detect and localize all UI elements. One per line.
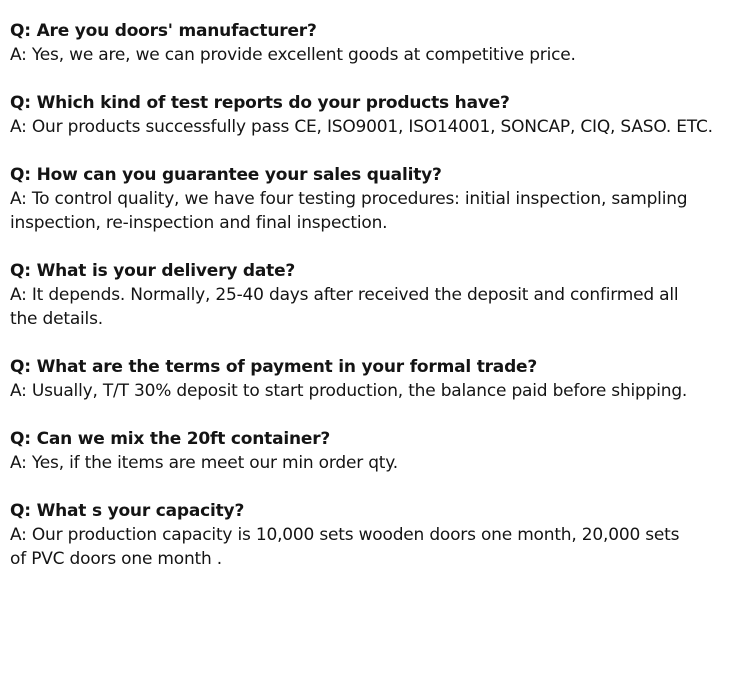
faq-answer — [10, 283, 748, 331]
faq-item-capacity — [10, 499, 748, 571]
faq-answer — [10, 43, 748, 67]
faq-item-payment — [10, 355, 748, 403]
faq-list — [10, 19, 748, 595]
faq-answer — [10, 523, 748, 571]
faq-answer — [10, 379, 748, 403]
faq-answer — [10, 187, 748, 235]
faq-question: Q: Which kind of test reports do your products have? — [10, 93, 510, 113]
faq-answer — [10, 115, 748, 139]
faq-question: Q: What s your capacity? — [10, 501, 245, 521]
faq-question: Q: Are you doors' manufacturer? — [10, 21, 317, 41]
faq-answer-line: of PVC doors one month . — [10, 549, 223, 569]
faq-answer-line: A: It depends. Normally, 25-40 days after received the deposit and confirmed all — [10, 285, 679, 305]
faq-answer-line: A: Our production capacity is 10,000 sets wooden doors one month, 20,000 sets — [10, 525, 680, 545]
faq-item-test-reports — [10, 91, 748, 139]
faq-answer-line: inspection, re-inspection and final inspection. — [10, 213, 388, 233]
faq-item-container — [10, 427, 748, 475]
faq-answer-line: A: Usually, T/T 30% deposit to start production, the balance paid before shipping. — [10, 381, 688, 401]
faq-question: Q: What are the terms of payment in your formal trade? — [10, 357, 538, 377]
faq-question: Q: What is your delivery date? — [10, 261, 296, 281]
faq-question: Q: How can you guarantee your sales quality? — [10, 165, 442, 185]
faq-answer-line: A: Yes, we are, we can provide excellent goods at competitive price. — [10, 45, 576, 65]
faq-answer-line: the details. — [10, 309, 103, 329]
faq-answer — [10, 451, 748, 475]
faq-answer-line: A: To control quality, we have four testing procedures: initial inspection, sampling — [10, 189, 688, 209]
faq-item-manufacturer — [10, 19, 748, 67]
faq-item-quality — [10, 163, 748, 235]
faq-answer-line: A: Our products successfully pass CE, ISO9001, ISO14001, SONCAP, CIQ, SASO. ETC. — [10, 117, 713, 137]
faq-item-delivery — [10, 259, 748, 331]
faq-question: Q: Can we mix the 20ft container? — [10, 429, 331, 449]
faq-answer-line: A: Yes, if the items are meet our min order qty. — [10, 453, 398, 473]
